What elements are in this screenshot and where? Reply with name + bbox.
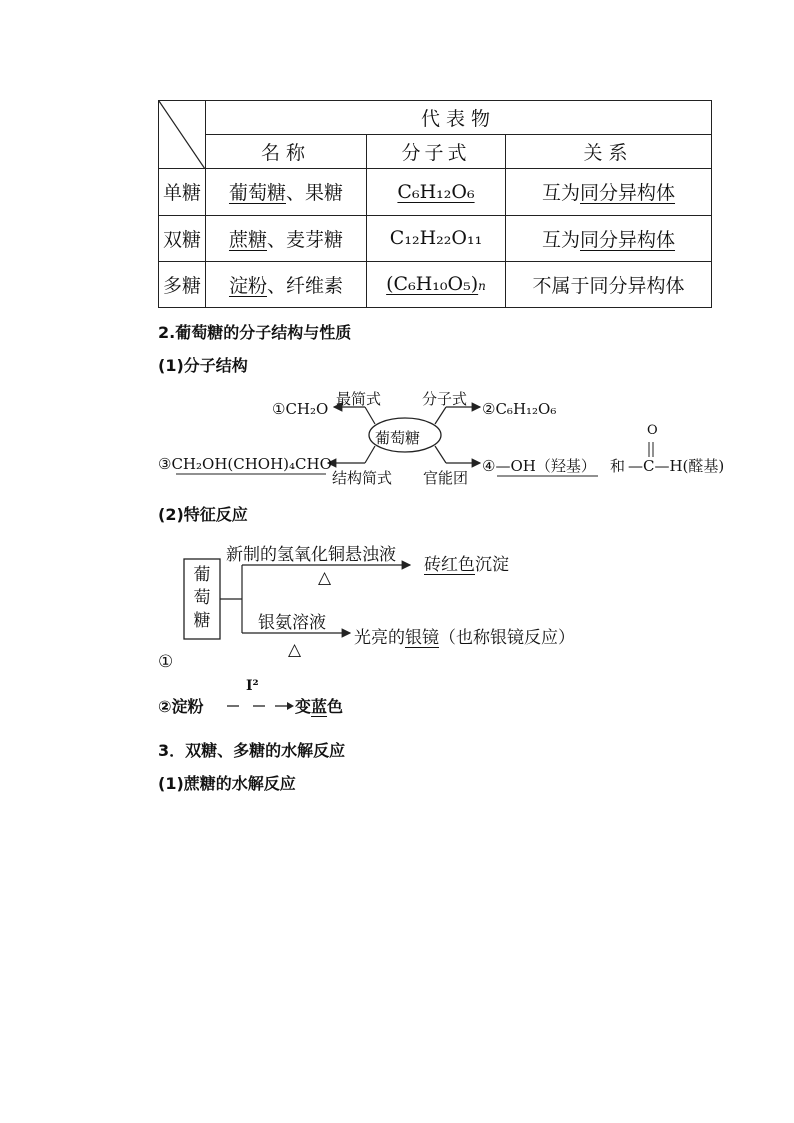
row-formula — [367, 215, 506, 261]
table-col-formula: 分子式 — [367, 135, 506, 169]
result-silver-mirror — [354, 623, 575, 648]
subsection-reactions: (2)特征反应 — [158, 505, 248, 524]
result3-a: 变 — [295, 697, 312, 716]
table-row — [159, 215, 712, 261]
diagonal-line — [159, 101, 205, 169]
row-type: 单糖 — [159, 169, 206, 215]
iodine-arrow — [225, 700, 295, 712]
name-rest: 、纤维素 — [267, 274, 344, 297]
row-type: 多糖 — [159, 261, 206, 307]
result-blue — [295, 694, 343, 717]
row-type: 双糖 — [159, 215, 206, 261]
relation-underlined: 同分异构体 — [580, 182, 676, 205]
item-functional-group — [482, 455, 596, 476]
table-corner-cell — [159, 101, 206, 169]
item-structural-formula: ③CH₂OH(CHOH)₄CHO — [158, 455, 332, 473]
row-formula — [367, 261, 506, 307]
result1-underlined: 砖红色 — [424, 555, 475, 575]
row-relation — [506, 169, 712, 215]
result3-underlined: 蓝 — [311, 697, 328, 716]
result3-b: 色 — [327, 697, 344, 716]
reagent-copper-hydroxide: 新制的氢氧化铜悬浊液 — [226, 545, 396, 565]
relation-prefix: 互为 — [541, 228, 580, 251]
iodine-label: I² — [246, 678, 259, 694]
row-names — [206, 169, 367, 215]
result1-rest: 沉淀 — [475, 555, 509, 575]
item4-and: 和 — [610, 457, 626, 475]
formula: C₆H₁₂O₆ — [397, 180, 475, 203]
table-col-name: 名称 — [206, 135, 367, 169]
formula: C₁₂H₂₂O₁₁ — [389, 227, 483, 250]
row-relation — [506, 261, 712, 307]
row-formula — [367, 169, 506, 215]
name-rest: 、麦芽糖 — [267, 228, 344, 251]
table-row — [159, 261, 712, 307]
marker-circled-1: ① — [158, 652, 174, 672]
label-structural-formula: 结构简式 — [332, 469, 393, 487]
relation-prefix: 互为 — [541, 182, 580, 205]
label-simplest-formula: 最简式 — [336, 390, 382, 408]
table-col-relation: 关系 — [506, 135, 712, 169]
formula-subscript-n: n — [478, 279, 486, 294]
carbonyl-oxygen: O — [647, 423, 658, 438]
name-underlined: 蔗糖 — [228, 228, 267, 251]
result2-underlined: 银镜 — [405, 628, 439, 648]
starch-label: ②淀粉 — [158, 697, 204, 716]
glucose-box-label: 葡萄糖 — [193, 565, 211, 631]
result2-b: （也称银镜反应） — [439, 628, 575, 648]
item-simplest-formula: ①CH₂O — [272, 400, 329, 418]
relation-prefix: 不属于同分异构体 — [532, 274, 685, 297]
section-title-2: 2.葡萄糖的分子结构与性质 — [158, 323, 352, 342]
hydroxyl-group: —OH（羟基） — [495, 457, 596, 475]
result-brick-red — [424, 550, 509, 575]
reagent-silver-ammonia: 银氨溶液 — [258, 613, 326, 633]
subsection-structure: (1)分子结构 — [158, 356, 248, 375]
subsection-sucrose-hydrolysis: (1)蔗糖的水解反应 — [158, 774, 296, 793]
name-underlined: 葡萄糖 — [228, 182, 286, 205]
item-molecular-formula: ②C₆H₁₂O₆ — [482, 400, 557, 418]
sugar-classification-table — [158, 100, 712, 308]
label-functional-group: 官能团 — [423, 469, 469, 487]
name-underlined: 淀粉 — [228, 274, 267, 297]
result2-a: 光亮的 — [354, 628, 405, 648]
formula: (C₆H₁₀O₅) — [386, 273, 479, 296]
aldehyde-group: —C—H(醛基) — [628, 457, 725, 475]
heat-symbol-1: △ — [318, 568, 332, 588]
row-names — [206, 215, 367, 261]
row-names — [206, 261, 367, 307]
heat-symbol-2: △ — [288, 640, 302, 660]
table-row — [159, 169, 712, 215]
item4-marker: ④ — [482, 457, 496, 475]
section-title-3: 3．双糖、多糖的水解反应 — [158, 741, 346, 760]
glucose-center-label: 葡萄糖 — [375, 429, 421, 447]
row-relation — [506, 215, 712, 261]
label-molecular-formula: 分子式 — [422, 390, 468, 408]
relation-underlined: 同分异构体 — [580, 228, 676, 251]
name-rest: 、果糖 — [286, 182, 344, 205]
table-header-group: 代表物 — [206, 101, 712, 135]
